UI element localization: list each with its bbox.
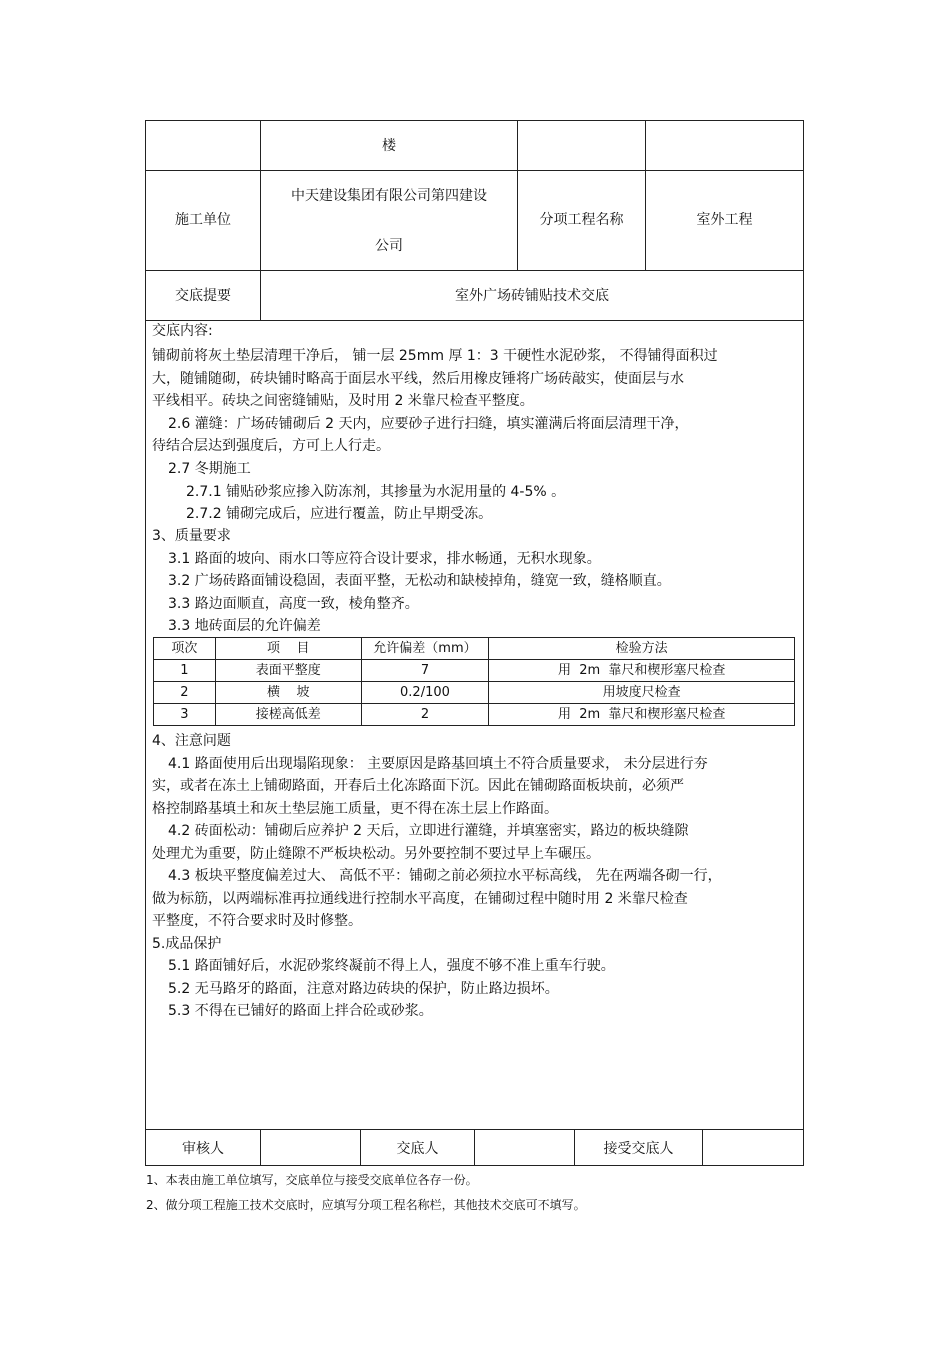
content-line: 4.2 砖面松动：铺砌后应养护 2 天后，立即进行灌缝，并填塞密实，路边的板块缝隙 [168,823,689,839]
table-row [154,704,795,726]
table-cell: 用 2m 靠尺和楔形塞尺检查 [489,660,795,682]
content-line: 待结合层达到强度后，方可上人行走。 [152,438,390,454]
receiver-label: 接受交底人 [603,1141,674,1157]
reviewer-label: 审核人 [182,1141,224,1157]
table-cell: 用坡度尺检查 [489,682,795,704]
content-line: 3.1 路面的坡向、雨水口等应符合设计要求，排水畅通，无积水现象。 [168,551,601,567]
table-header: 检验方法 [489,638,795,660]
summary-label: 交底提要 [175,288,231,304]
sub-project-value: 室外工程 [696,212,753,228]
discloser-label: 交底人 [396,1141,439,1157]
table-header: 允许偏差（mm） [361,638,489,660]
header-cell-empty-3 [645,120,804,171]
table-cell: 2 [361,704,489,726]
content-line: 5.3 不得在已铺好的路面上拌合砼或砂浆。 [168,1003,433,1019]
content-line: 格控制路基填土和灰土垫层施工质量，更不得在冻土层上作路面。 [152,801,558,817]
table-cell: 用 2m 靠尺和楔形塞尺检查 [489,704,795,726]
content-line: 铺砌前将灰土垫层清理干净后， 铺一层 25mm 厚 1：3 干硬性水泥砂浆， 不得铺得面积过 [152,348,718,364]
content-line: 2.7.1 铺贴砂浆应掺入防冻剂，其掺量为水泥用量的 4-5% 。 [186,484,566,500]
table-header-row [154,638,795,660]
content-line: 2.7.2 铺砌完成后，应进行覆盖，防止早期受冻。 [186,506,493,522]
content-line: 3.3 路边面顺直，高度一致，棱角整齐。 [168,596,419,612]
content-line: 做为标筋，以两端标准再拉通线进行控制水平高度，在铺砌过程中随时用 2 米靠尺检查 [152,891,688,907]
table-row [154,682,795,704]
unit-label: 施工单位 [175,212,231,228]
table-cell: 0.2/100 [361,682,489,704]
content-line: 5.1 路面铺好后，水泥砂浆终凝前不得上人，强度不够不准上重车行驶。 [168,958,615,974]
building-label: 楼 [382,138,396,154]
content-line: 3.2 广场砖路面铺设稳固，表面平整，无松动和缺棱掉角，缝宽一致，缝格顺直。 [168,573,671,589]
content-line: 平整度，不符合要求时及时修整。 [152,913,362,929]
section-heading: 5.成品保护 [152,936,222,952]
table-cell: 3 [154,704,216,726]
unit-value-line2: 公司 [375,238,403,254]
section-heading: 4、注意问题 [152,733,231,749]
table-header: 项 目 [215,638,361,660]
content-line: 处理尤为重要，防止缝隙不严板块松动。另外要控制不要过早上车碾压。 [152,846,600,862]
content-line: 2.6 灌缝：广场砖铺砌后 2 天内，应要砂子进行扫缝，填实灌满后将面层清理干净， [168,416,689,432]
tolerance-table [153,637,795,726]
table-cell: 接槎高低差 [215,704,361,726]
summary-value: 室外广场砖铺贴技术交底 [455,288,609,304]
content-line: 3.3 地砖面层的允许偏差 [168,618,321,634]
reviewer-value-cell [260,1129,361,1166]
content-line: 5.2 无马路牙的路面，注意对路边砖块的保护，防止路边损坏。 [168,981,559,997]
section-heading: 3、质量要求 [152,528,231,544]
table-header: 项次 [154,638,216,660]
content-line: 大，随铺随砌，砖块铺时略高于面层水平线，然后用橡皮锤将广场砖敲实，使面层与水 [152,371,684,387]
sub-project-label: 分项工程名称 [539,212,624,228]
content-line: 平线相平。砖块之间密缝铺贴，及时用 2 米靠尺检查平整度。 [152,393,534,409]
content-line: 4.3 板块平整度偏差过大、 高低不平：铺砌之前必须拉水平标高线， 先在两端各砌一行， [168,868,722,884]
content-line: 2.7 冬期施工 [168,461,251,477]
header-cell-empty-1 [145,120,261,171]
table-cell: 1 [154,660,216,682]
header-cell-empty-2 [517,120,646,171]
table-cell: 2 [154,682,216,704]
table-row [154,660,795,682]
table-cell: 表面平整度 [215,660,361,682]
discloser-value-cell [474,1129,575,1166]
content-line: 4.1 路面使用后出现塌陷现象： 主要原因是路基回填土不符合质量要求， 未分层进行夯 [168,756,708,772]
table-cell: 横 坡 [215,682,361,704]
footnote: 2、做分项工程施工技术交底时，应填写分项工程名称栏，其他技术交底可不填写。 [146,1198,586,1212]
footnote: 1、本表由施工单位填写，交底单位与接受交底单位各存一份。 [146,1173,478,1187]
content-line: 实，或者在冻土上铺砌路面，开春后土化冻路面下沉。因此在铺砌路面板块前，必须严 [152,778,684,794]
receiver-value-cell [702,1129,804,1166]
table-cell: 7 [361,660,489,682]
unit-value-line1: 中天建设集团有限公司第四建设 [291,188,487,204]
content-heading: 交底内容: [152,323,213,339]
